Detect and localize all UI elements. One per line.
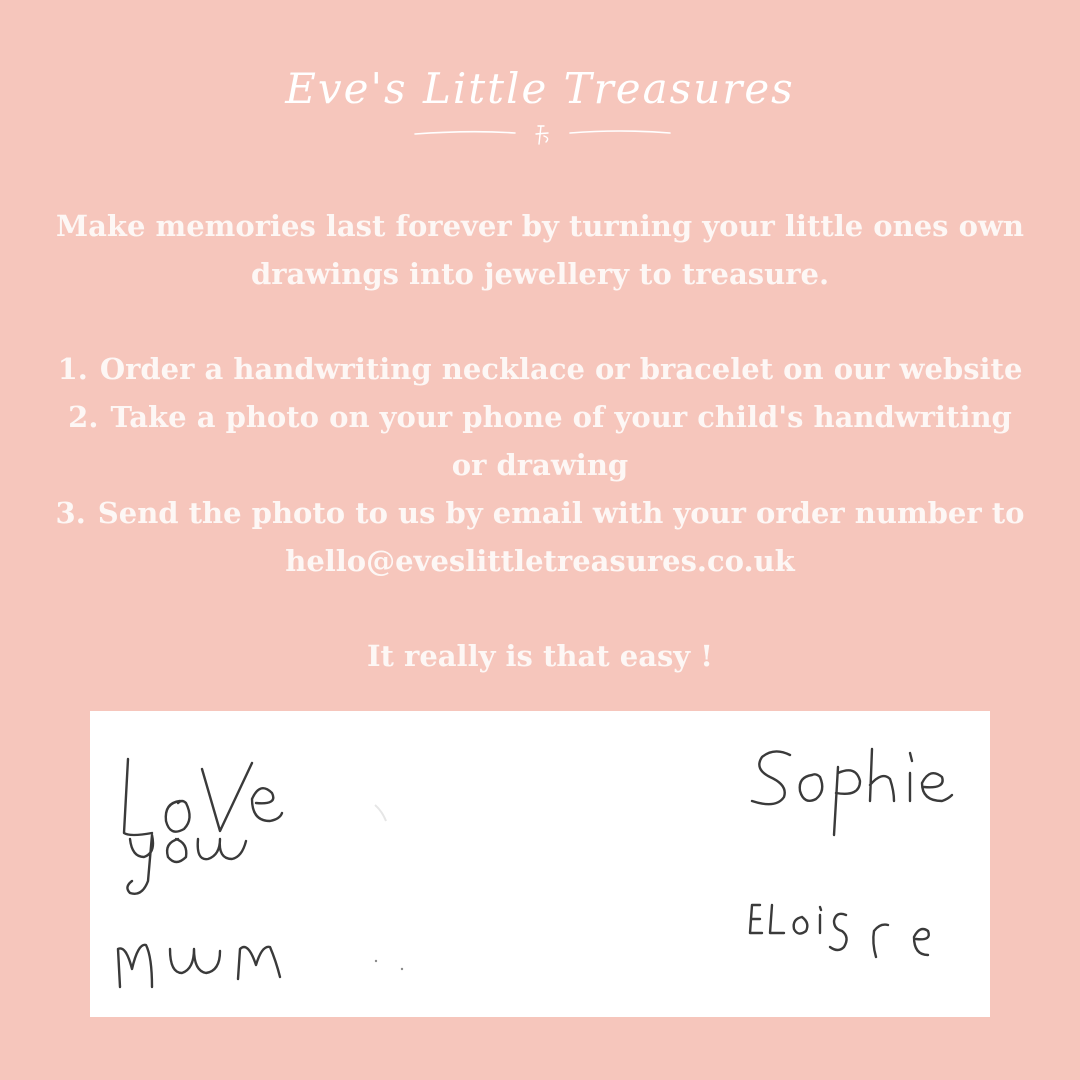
handwriting-sample-photo <box>90 711 990 1017</box>
step-text-continued: or drawing <box>451 448 629 482</box>
intro-line-2: drawings into jewellery to treasure. <box>250 257 830 291</box>
handwriting-sample-image <box>90 711 990 1017</box>
step-number: 1. <box>57 352 88 386</box>
instructions <box>40 202 1040 680</box>
step-3 <box>40 489 1040 585</box>
step-number: 3. <box>55 496 86 530</box>
email-address: hello@eveslittletreasures.co.uk <box>285 544 795 578</box>
step-1 <box>40 345 1040 393</box>
logo-text: Eve's Little Treasures <box>285 64 795 113</box>
step-text: Order a handwriting necklace or bracelet on our website <box>99 352 1023 386</box>
step-number: 2. <box>68 400 99 434</box>
step-2 <box>40 393 1040 489</box>
intro-line-1: Make memories last forever by turning your little ones own <box>56 209 1024 243</box>
logo-flourish-icon <box>410 118 675 148</box>
steps-list <box>40 345 1040 585</box>
brand-logo <box>0 58 1080 158</box>
step-text: Send the photo to us by email with your order number to <box>97 496 1025 530</box>
closing-line: It really is that easy ! <box>366 639 713 673</box>
step-text: Take a photo on your phone of your child's handwriting <box>110 400 1012 434</box>
